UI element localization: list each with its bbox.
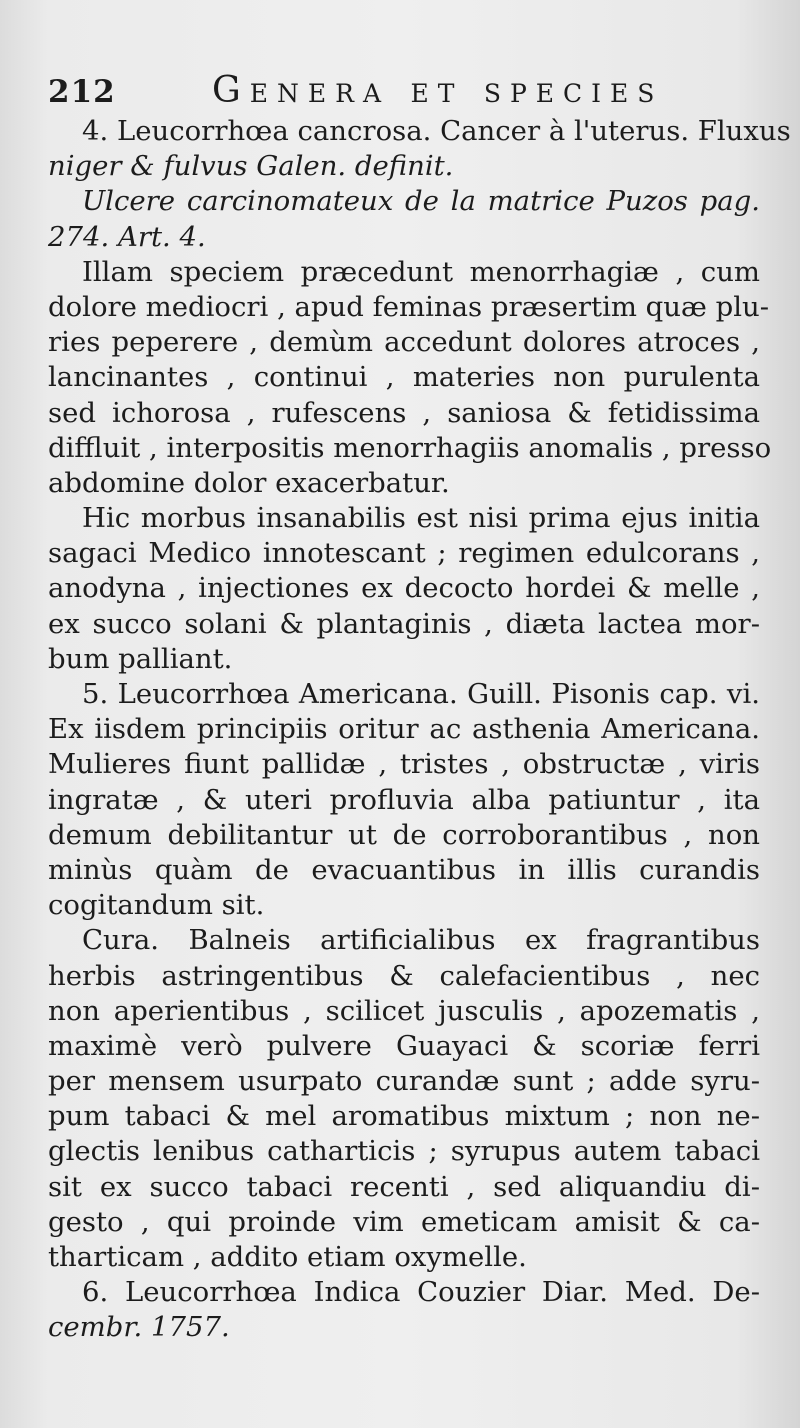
page-body	[48, 114, 791, 1346]
text-line: dolore mediocri , apud feminas præsertim quæ plu-	[48, 290, 769, 323]
text-line: diffluit , interpositis menorrhagiis anomalis , presso	[48, 431, 772, 464]
text-line: bum palliant.	[48, 642, 233, 675]
text-line: abdomine dolor exacerbatur.	[48, 466, 450, 499]
text-line: sagaci Medico innotescant ; regimen edulcorans ,	[48, 537, 760, 570]
text-line: glectis lenibus catharticis ; syrupus autem tabaci	[48, 1135, 760, 1168]
text-line: Hic morbus insanabilis est nisi prima ejus initia	[82, 502, 760, 535]
text-line: Ulcere carcinomateux de la matrice Puzos pag.	[82, 185, 760, 218]
text-line: maximè verò pulvere Guayaci & scoriæ ferri	[48, 1029, 760, 1062]
text-line: 274. Art. 4.	[48, 220, 206, 253]
text-line: cogitandum sit.	[48, 889, 265, 922]
text-line: 5. Leucorrhœa Americana. Guill. Pisonis cap. vi.	[82, 678, 760, 710]
text-line: tharticam , addito etiam oxymelle.	[48, 1241, 527, 1273]
text-line: niger & fulvus Galen. definit.	[48, 150, 454, 183]
text-line: 4. Leucorrhœa cancrosa. Cancer à l'uterus. Fluxus	[82, 115, 791, 147]
text-line: Illam speciem præcedunt menorrhagiæ , cum	[82, 255, 760, 288]
text-line: non aperientibus , scilicet jusculis , apozematis ,	[48, 994, 760, 1027]
text-line: Ex iisdem principiis oritur ac asthenia Americana.	[48, 713, 760, 746]
text-line: sit ex succo tabaci recenti , sed aliquandiu di-	[48, 1170, 760, 1203]
text-line: Cura. Balneis artificialibus ex fragrantibus	[82, 924, 760, 957]
text-line: ries peperere , demùm accedunt dolores atroces ,	[48, 326, 760, 359]
running-title: Genera et species	[212, 70, 664, 111]
page-number: 212	[48, 74, 116, 110]
text-line: cembr. 1757.	[48, 1311, 230, 1344]
text-line: anodyna , injectiones ex decocto hordei & melle ,	[48, 572, 760, 605]
text-line: lancinantes , continui , materies non purulenta	[48, 361, 760, 394]
text-line: ingratæ , & uteri profluvia alba patiuntur , ita	[48, 783, 760, 816]
text-line: sed ichorosa , rufescens , saniosa & fetidissima	[48, 396, 760, 429]
text-line: gesto , qui proinde vim emeticam amisit & ca-	[48, 1205, 760, 1238]
text-line: pum tabaci & mel aromatibus mixtum ; non ne-	[48, 1100, 760, 1133]
text-line: herbis astringentibus & calefacientibus , nec	[48, 959, 760, 992]
text-line: minùs quàm de evacuantibus in illis curandis	[48, 853, 760, 886]
page-header	[40, 70, 760, 120]
text-line: ex succo solani & plantaginis , diæta lactea mor-	[48, 607, 760, 640]
text-line: per mensem usurpato curandæ sunt ; adde syru-	[48, 1065, 760, 1098]
text-line: demum debilitantur ut de corroborantibus , non	[48, 818, 760, 851]
text-line: Mulieres fiunt pallidæ , tristes , obstructæ , viris	[48, 748, 760, 781]
text-line: 6. Leucorrhœa Indica Couzier Diar. Med. De-	[82, 1276, 760, 1309]
